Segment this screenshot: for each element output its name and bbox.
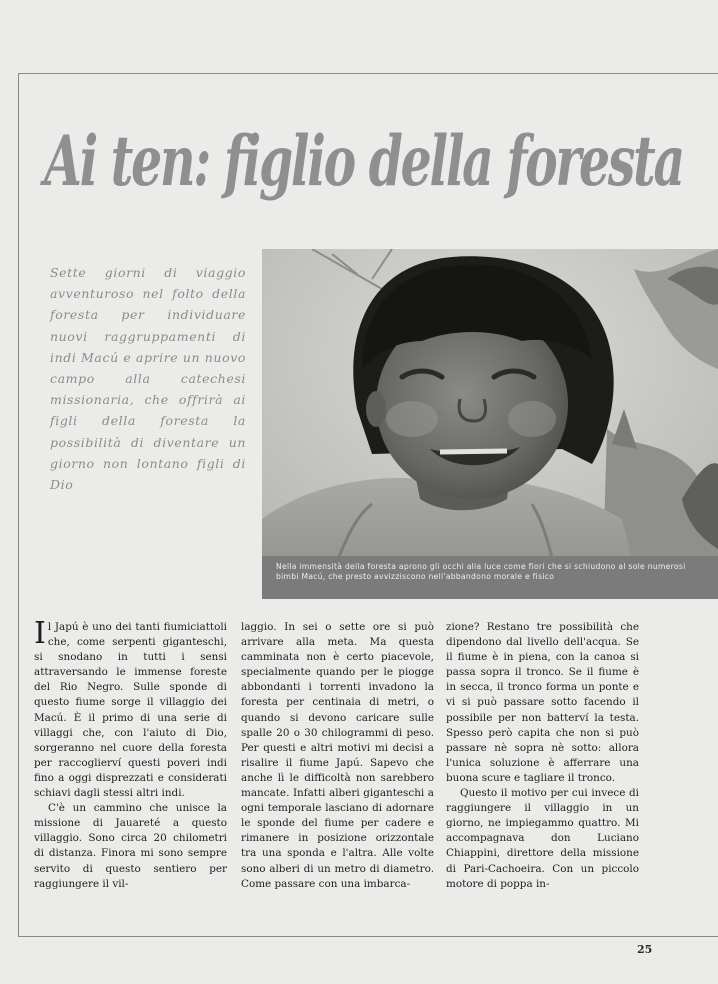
body-column-2 [241,620,434,892]
body-paragraph: C'è un cammino che unisce la missione di Jauareté a questo villaggio. Sono circa 20 chilometri di distanza. Finora mi sono sempre servito di questo sentiero per raggiungere il vil- [34,802,227,890]
article-intro: Sette giorni di viaggio avventuroso nel folto della foresta per individuare nuovi raggruppamenti di indi Macú e aprire un nuovo campo alla catechesi missionaria, che offrirà ai figli della foresta la possibilità di diventare un giorno non lontano figli di Dio [50,265,246,493]
photo-caption: Nella immensità della foresta aprono gli occhi alla luce come fiori che si schiudono al sole numerosi bimbi Macú, che presto avvizziscono nell'abbandono morale e fisico [262,556,718,599]
drop-cap: I [34,616,46,651]
page-number: 25 [637,943,653,956]
body-paragraph: Questo il motivo per cui invece di raggiungere il villaggio in un giorno, ne impiegammo quattro. Mi accompagnava don Luciano Chiappini, direttore della missione di Pari-Cachoeira. Con un piccolo motore di poppa in- [446,787,639,890]
child-portrait-image [262,249,718,599]
body-paragraph: laggio. In sei o sette ore si può arrivare alla meta. Ma questa camminata non è certo piacevole, specialmente quando per le piogge abbondanti i torrenti invadono la foresta per centinaia di metri, o quando si devono caricare sulle spalle 20 o 30 chilogrammi di peso. Per questi e altri motivi mi decisi a risalire il fiume Japú. Sapevo che anche lì le difficoltà non sarebbero mancate. Infatti alberi giganteschi a ogni temporale lasciano di adornare le sponde del fiume per cadere e rimanere in posizione orizzontale tra una sponda e l'altra. Alle volte sono alberi di un metro di diametro. Come passare con una imbarca- [241,621,434,890]
body-column-1 [34,616,227,892]
body-column-3 [446,620,639,892]
body-paragraph: zione? Restano tre possibilità che dipendono dal livello dell'acqua. Se il fiume è in piena, con la canoa si passa sopra il tronco. Se il fiume è in secca, il tronco forma un ponte e vi si può passare sotto facendo il possibile per non batterví la testa. Spesso però capita che non si può passare nè sopra nè sotto: allora l'unica soluzione è afferrare una buona scure e tagliare il tronco. [446,621,639,784]
article-title: Ai ten: figlio della foresta [44,120,683,202]
body-paragraph: Il Japú è uno dei tanti fiumiciattoli che, come serpenti giganteschi, si snodano in tutti i sensi attraversando le immense foreste del Rio Negro. Sulle sponde di questo fiume sorge il villaggio dei Macú. È il primo di una serie di villaggi che, con l'aiuto di Dio, sorgeranno nel cuore della foresta per raccoglierví questi poveri indi fino a oggi disprezzati e considerati schiavi dagli stessi altri indi. [34,616,227,800]
child-photo [262,249,718,599]
